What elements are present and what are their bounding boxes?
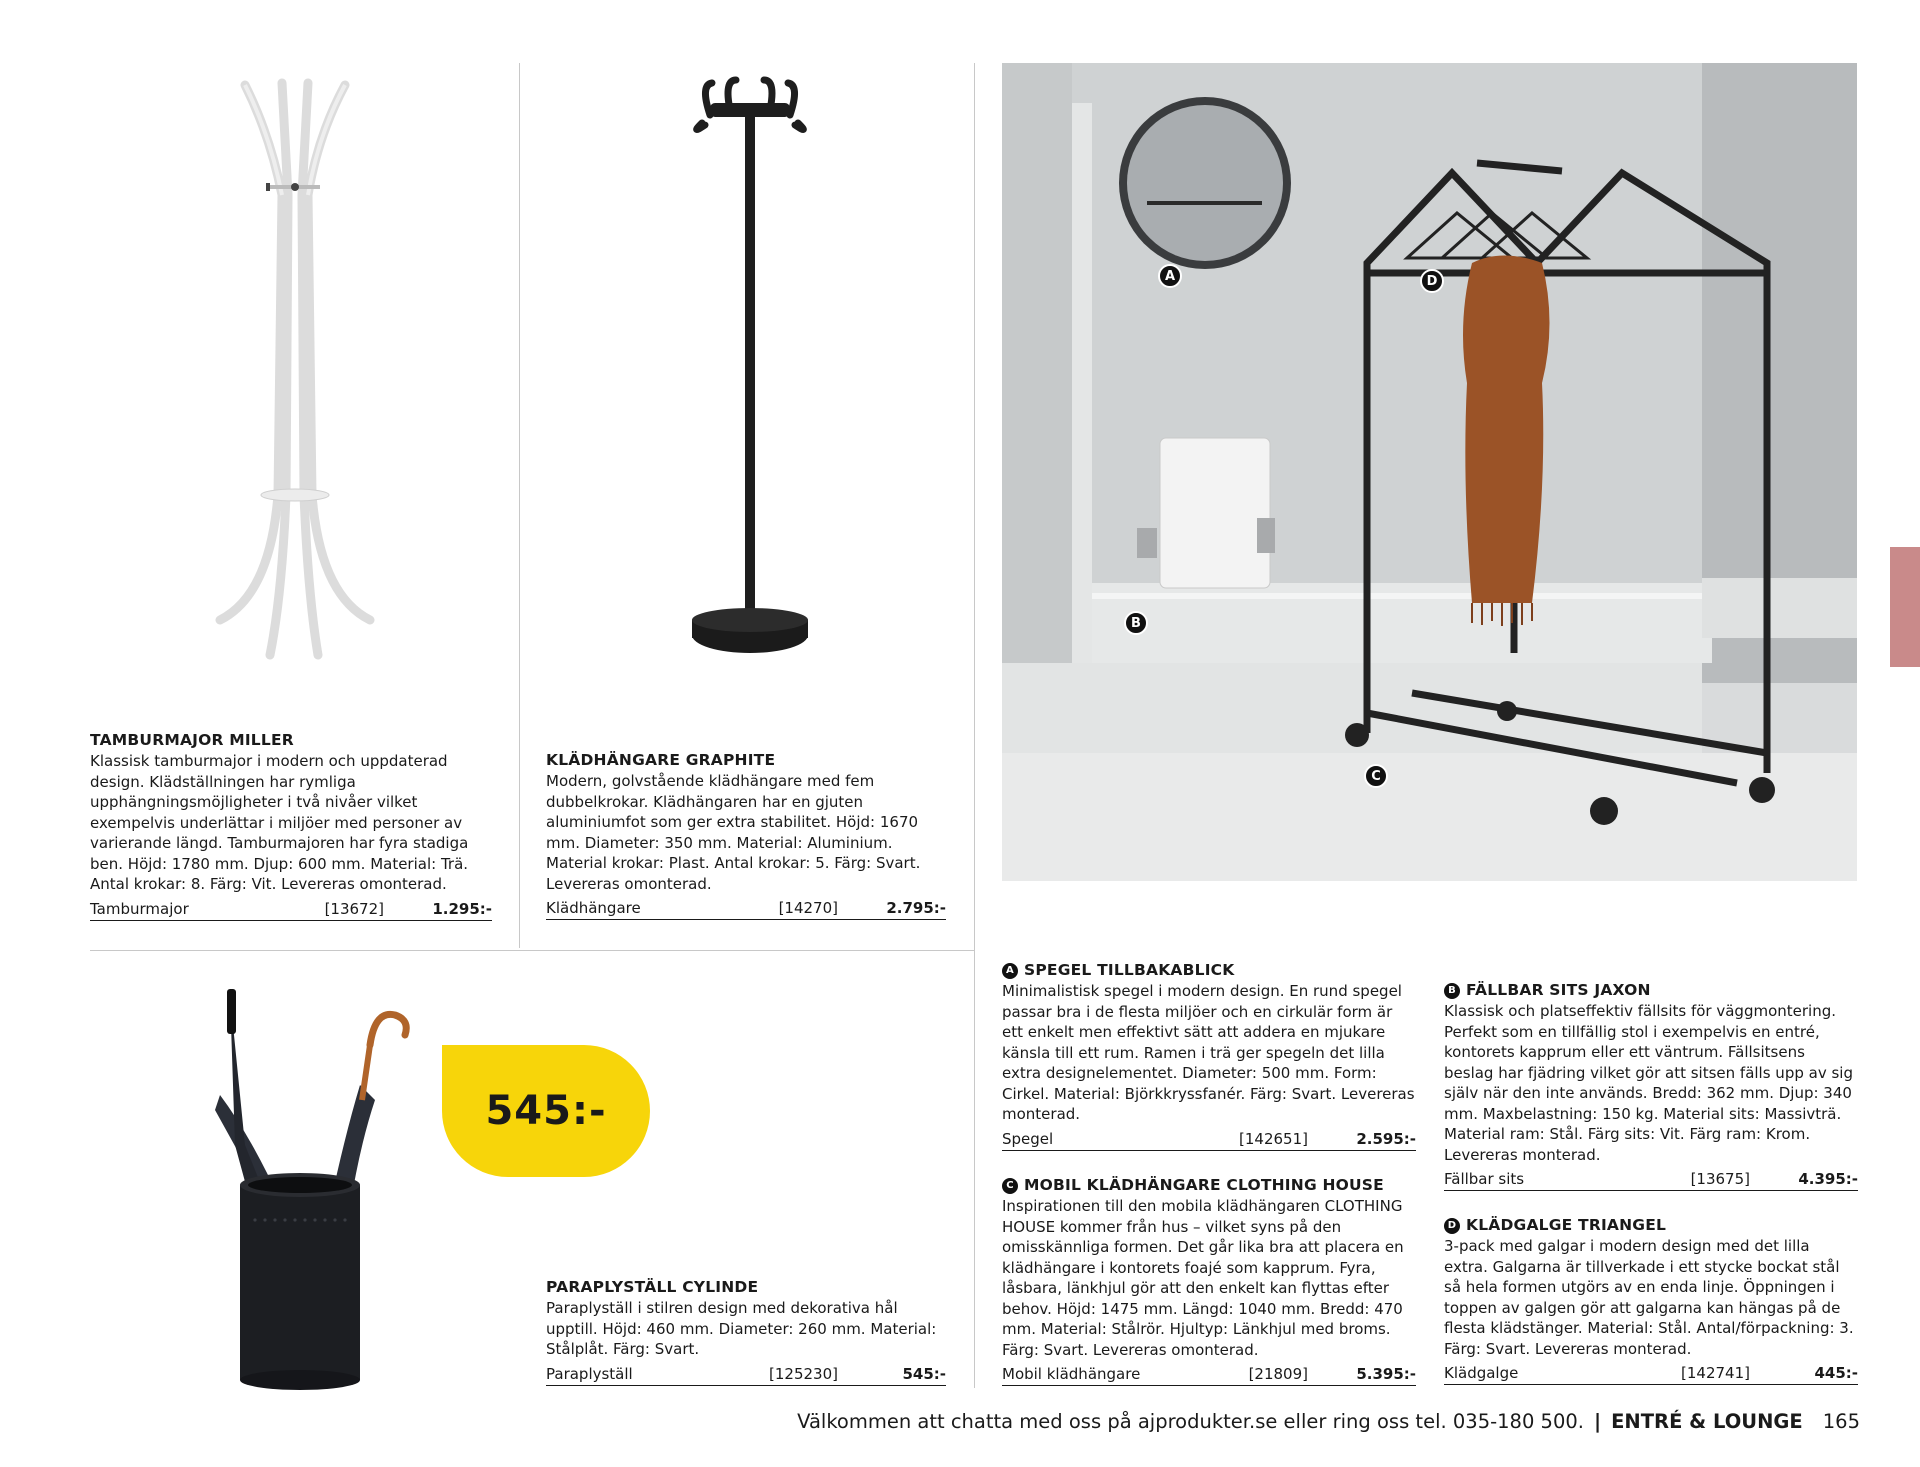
product-price: 4.395:- bbox=[1798, 1170, 1858, 1188]
price-line bbox=[546, 1364, 946, 1386]
product-kladhangare-graphite bbox=[546, 750, 946, 920]
article-number: [14270] bbox=[778, 899, 838, 917]
product-name: Fällbar sits bbox=[1444, 1170, 1525, 1188]
footer-contact-text: Välkommen att chatta med oss på ajprodukter.se eller ring oss tel. 035-180 500. bbox=[797, 1410, 1584, 1433]
product-title: C MOBIL KLÄDHÄNGARE CLOTHING HOUSE bbox=[1002, 1175, 1416, 1196]
interior-photo bbox=[1002, 63, 1857, 881]
photo-marker-c: C bbox=[1364, 764, 1388, 788]
coat-stand-graphite-image bbox=[680, 75, 820, 665]
product-title: B FÄLLBAR SITS JAXON bbox=[1444, 980, 1858, 1001]
product-title: D KLÄDGALGE TRIANGEL bbox=[1444, 1215, 1858, 1236]
row-divider bbox=[90, 950, 975, 951]
product-tamburmajor-miller bbox=[90, 730, 492, 921]
column-divider bbox=[974, 63, 975, 1388]
price-line bbox=[1444, 1169, 1858, 1191]
photo-marker-d: D bbox=[1420, 269, 1444, 293]
letter-badge: D bbox=[1444, 1218, 1460, 1234]
product-description: Minimalistisk spegel i modern design. En rund spegel passar bra i de flesta miljöer och en cirkulär form är ett enkelt men effektivt sätt att addera en mjukare känsla till ett rum. Ramen i trä ger spegeln det lilla extra designelementet. Diameter: 500 mm. Form: Cirkel. Material: Björkkryssfanér. Färg: Svart. Levereras monterad. bbox=[1002, 982, 1415, 1123]
photo-marker-b: B bbox=[1124, 611, 1148, 635]
product-name: Tamburmajor bbox=[90, 899, 189, 918]
price-line bbox=[1002, 1129, 1416, 1151]
product-description: Klassisk tamburmajor i modern och uppdaterad design. Klädställningen har rymliga upphängningsmöjligheter i två nivåer vilket exempelvis underlättar i miljöer med personer av varierande längd. Tamburmajoren har fyra stadiga ben. Höjd: 1780 mm. Djup: 600 mm. Material: Trä. Antal krokar: 8. Färg: Vit. Levereras omonterad. bbox=[90, 752, 469, 893]
product-price: 445:- bbox=[1814, 1364, 1858, 1382]
product-paraplystall-cylinde bbox=[546, 1277, 946, 1386]
letter-badge: C bbox=[1002, 1178, 1018, 1194]
product-fallbar-sits-jaxon bbox=[1444, 980, 1858, 1191]
bubble-price: 545:- bbox=[485, 1088, 607, 1134]
article-number: [21809] bbox=[1248, 1365, 1308, 1383]
page-footer bbox=[797, 1410, 1860, 1433]
product-price: 5.395:- bbox=[1356, 1365, 1416, 1383]
letter-badge: B bbox=[1444, 983, 1460, 999]
product-description: 3-pack med galgar i modern design med det lilla extra. Galgarna är tillverkade i ett stycke bockat stål så hela formen utgörs av en enda linje. Öppningen i toppen av galgen gör att galgarna kan hängas på de flesta klädstänger. Material: Stål. Antal/förpackning: 3. Färg: Svart. Levereras monterad. bbox=[1444, 1237, 1854, 1358]
product-name: Spegel bbox=[1002, 1129, 1054, 1148]
product-description: Modern, golvstående klädhängare med fem dubbelkrokar. Klädhängaren har en gjuten aluminiumfot som ger extra stabilitet. Höjd: 1670 mm. Diameter: 350 mm. Material: Aluminium. Material krokar: Plast. Antal krokar: 5. Färg: Svart. Levereras omonterad. bbox=[546, 772, 921, 893]
article-number: [13672] bbox=[324, 899, 384, 918]
product-price: 2.795:- bbox=[886, 899, 946, 917]
product-name: Mobil klädhängare bbox=[1002, 1365, 1141, 1383]
price-bubble bbox=[442, 1045, 650, 1177]
article-number: [142741] bbox=[1681, 1364, 1750, 1382]
article-number: [13675] bbox=[1690, 1170, 1750, 1188]
product-description: Klassisk och platseffektiv fällsits för väggmontering. Perfekt som en tillfällig stol i exempelvis en entré, kontorets kapprum eller ett väntrum. Fällsitsens beslag har fjädring vilket gör att sitsen fälls upp av sig själv när den inte används. Bredd: 362 mm. Djup: 340 mm. Maxbelastning: 150 kg. Material sits: Massivträ. Material ram: Stål. Färg sits: Vit. Färg ram: Krom. Levereras monterad. bbox=[1444, 1002, 1853, 1164]
product-name: Klädgalge bbox=[1444, 1364, 1519, 1382]
section-side-tab bbox=[1890, 547, 1920, 667]
product-spegel-tillbakablick bbox=[1002, 960, 1416, 1151]
price-line bbox=[1002, 1364, 1416, 1386]
product-price: 1.295:- bbox=[432, 899, 492, 918]
product-price: 545:- bbox=[902, 1364, 946, 1383]
price-line bbox=[546, 898, 946, 920]
product-title: KLÄDHÄNGARE GRAPHITE bbox=[546, 751, 776, 769]
price-line bbox=[90, 899, 492, 921]
footer-section-name: ENTRÉ & LOUNGE bbox=[1611, 1410, 1803, 1433]
product-title: PARAPLYSTÄLL CYLINDE bbox=[546, 1278, 759, 1296]
product-price: 2.595:- bbox=[1356, 1129, 1416, 1148]
product-title: A SPEGEL TILLBAKABLICK bbox=[1002, 960, 1416, 981]
page-number: 165 bbox=[1822, 1410, 1860, 1433]
product-kladgalge-triangel bbox=[1444, 1215, 1858, 1385]
product-name: Paraplyställ bbox=[546, 1364, 633, 1383]
product-description: Paraplyställ i stilren design med dekorativa hål upptill. Höjd: 460 mm. Diameter: 260 mm. Material: Stålplåt. Färg: Svart. bbox=[546, 1299, 937, 1358]
coat-rack-miller-image bbox=[200, 75, 390, 665]
article-number: [125230] bbox=[769, 1364, 838, 1383]
letter-badge: A bbox=[1002, 963, 1018, 979]
umbrella-stand-cylinde-image bbox=[210, 985, 420, 1395]
article-number: [142651] bbox=[1239, 1129, 1308, 1148]
photo-marker-a: A bbox=[1158, 264, 1182, 288]
price-line bbox=[1444, 1363, 1858, 1385]
product-title: TAMBURMAJOR MILLER bbox=[90, 731, 294, 749]
product-description: Inspirationen till den mobila klädhängaren CLOTHING HOUSE kommer från hus – vilket syns på den omisskännliga formen. Det går lika bra att placera en klädhängare i kontorets foajé som kapprum. Fyra, låsbara, länkhjul gör att den enkelt kan flyttas efter behov. Höjd: 1475 mm. Längd: 1040 mm. Bredd: 470 mm. Material: Stålrör. Hjultyp: Länkhjul med broms. Färg: Svart. Levereras omonterad. bbox=[1002, 1197, 1404, 1359]
product-name: Klädhängare bbox=[546, 899, 641, 917]
product-mobil-kladhangare bbox=[1002, 1175, 1416, 1386]
column-divider bbox=[519, 63, 520, 948]
footer-separator: | bbox=[1593, 1410, 1602, 1433]
